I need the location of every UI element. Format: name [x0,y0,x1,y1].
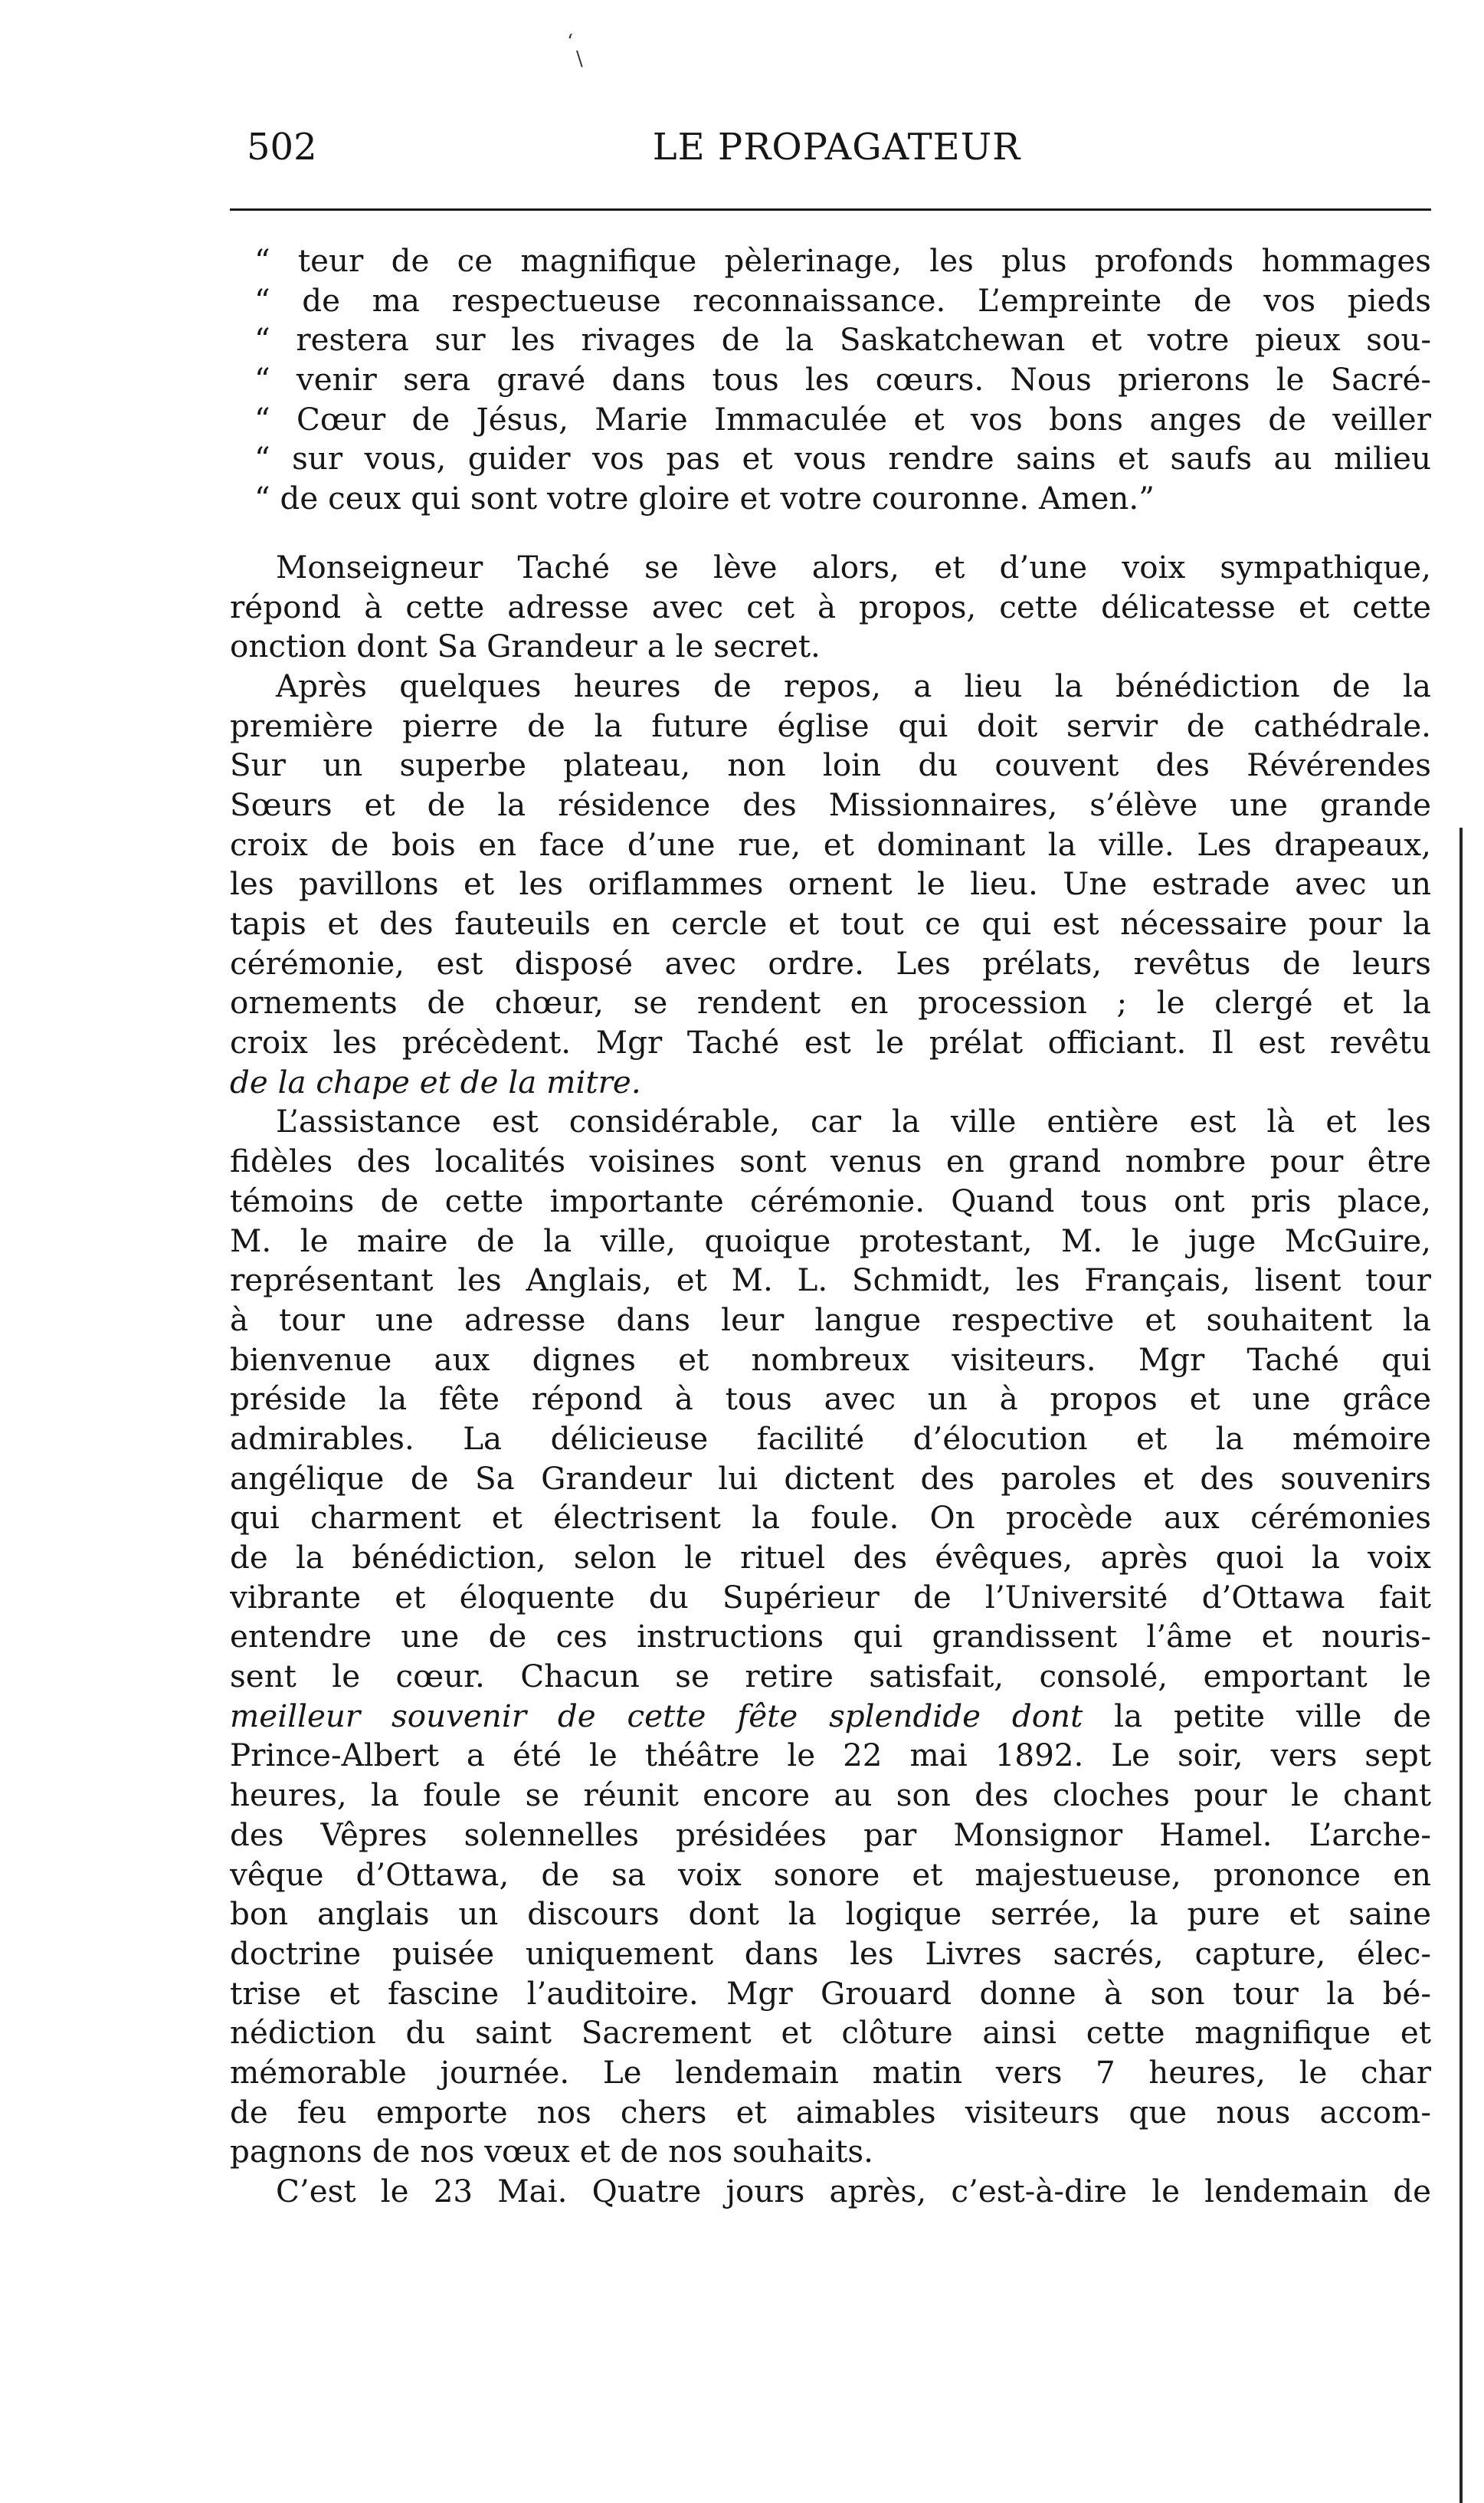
italic-text: de la chape et de la mitre. [230,1063,641,1101]
text-line: admirables. La délicieuse facilité d’élocution et la mémoire [230,1419,1431,1457]
text-line: doctrine puisée uniquement dans les Livres sacrés, capture, élec- [230,1934,1431,1972]
text-line: préside la fête répond à tous avec un à propos et une grâce [230,1380,1431,1418]
text-line: Sœurs et de la résidence des Missionnaires, s’élève une grande [230,786,1431,823]
text-line: bienvenue aux dignes et nombreux visiteurs. Mgr Taché qui [230,1340,1431,1378]
text-line: Sur un superbe plateau, non loin du couvent des Révérendes [230,746,1431,784]
text-line: C’est le 23 Mai. Quatre jours après, c’est-à-dire le lendemain de [276,2173,1431,2209]
text-line: témoins de cette importante cérémonie. Quand tous ont pris place, [230,1182,1431,1219]
quote-line: “ Cœur de Jésus, Marie Immaculée et vos bons anges de veiller [254,400,1431,438]
paragraph-1 [230,548,1431,667]
text-line: M. le maire de la ville, quoique protestant, M. le juge McGuire, [230,1222,1431,1259]
text-line: croix de bois en face d’une rue, et dominant la ville. Les drapeaux, [230,825,1431,863]
text-line: entendre une de ces instructions qui grandissent l’âme et nouris- [230,1618,1431,1655]
quote-line: “ restera sur les rivages de la Saskatchewan et votre pieux sou- [254,321,1431,359]
text-line: heures, la foule se réunit encore au son des cloches pour le chant [230,1776,1431,1814]
text-line: répond à cette adresse avec cet à propos, cette délicatesse et cette [230,588,1431,625]
text-line: L’assistance est considérable, car la ville entière est là et les [276,1103,1431,1140]
text-line: fidèles des localités voisines sont venus en grand nombre pour être [230,1143,1431,1180]
quote-line: “ sur vous, guider vos pas et vous rendre sains et saufs au milieu [254,440,1431,477]
page-edge-line [1459,828,1463,2503]
article-body [230,241,1431,2212]
journal-title: LE PROPAGATEUR [652,126,1021,169]
text-line: première pierre de la future église qui doit servir de cathédrale. [230,707,1431,744]
text-line: cérémonie, est disposé avec ordre. Les prélats, revêtus de leurs [230,944,1431,982]
text-line: Prince-Albert a été le théâtre le 22 mai 1892. Le soir, vers sept [230,1737,1431,1774]
page-number: 502 [247,126,317,169]
text-line: vibrante et éloquente du Supérieur de l’Université d’Ottawa fait [230,1578,1431,1616]
text-line: des Vêpres solennelles présidées par Monsignor Hamel. L’arche- [230,1816,1431,1853]
text-line: sent le cœur. Chacun se retire satisfait, consolé, emportant le [230,1658,1431,1695]
header-rule [230,208,1431,211]
paragraph-gap [230,519,1431,548]
text-line: Monseigneur Taché se lève alors, et d’une voix sympathique, [276,548,1431,586]
paragraph-4 [230,2172,1431,2212]
quote-line: “ teur de ce magnifique pèlerinage, les plus profonds hommages [254,242,1431,279]
text-line: trise et fascine l’auditoire. Mgr Grouard donne à son tour la bé- [230,1974,1431,2012]
quote-line: “ de ma respectueuse reconnaissance. L’empreinte de vos pieds [254,281,1431,319]
text-line: tapis et des fauteuils en cercle et tout ce qui est nécessaire pour la [230,905,1431,942]
paragraph-3 [230,1102,1431,2172]
text-line: mémorable journée. Le lendemain matin vers 7 heures, le char [230,2053,1431,2091]
text-line: nédiction du saint Sacrement et clôture ainsi cette magnifique et [230,2014,1431,2052]
text-line: pagnons de nos vœux et de nos souhaits. [230,2133,873,2170]
text-line: vêque d’Ottawa, de sa voix sonore et majestueuse, prononce en [230,1855,1431,1893]
text-line-italic [230,1063,1431,1103]
text-line: Après quelques heures de repos, a lieu la bénédiction de la [276,667,1431,704]
text-line: de feu emporte nos chers et aimables visiteurs que nous accom- [230,2093,1431,2131]
text-span: la petite ville de [1114,1697,1431,1734]
scan-speck: \ [576,48,583,71]
quoted-address [230,241,1431,519]
text-line: qui charment et électrisent la foule. On procède aux cérémonies [230,1499,1431,1537]
running-header [247,123,1427,172]
quote-line: “ de ceux qui sont votre gloire et votre couronne. Amen.” [254,480,1155,517]
text-line: bon anglais un discours dont la logique serrée, la pure et saine [230,1895,1431,1933]
text-line: de la bénédiction, selon le rituel des évêques, après quoi la voix [230,1539,1431,1576]
paragraph-2 [230,667,1431,1103]
scan-speck: ‘ [567,31,574,54]
text-line: ornements de chœur, se rendent en procession ; le clergé et la [230,984,1431,1022]
text-line: représentant les Anglais, et M. L. Schmidt, les Français, lisent tour [230,1261,1431,1299]
italic-text: meilleur souvenir de cette fête splendide dont [230,1697,1083,1734]
text-line: croix les précèdent. Mgr Taché est le prélat officiant. Il est revêtu [230,1024,1431,1061]
quote-line: “ venir sera gravé dans tous les cœurs. Nous prierons le Sacré- [254,361,1431,399]
text-line: onction dont Sa Grandeur a le secret. [230,628,821,665]
text-line: angélique de Sa Grandeur lui dictent des paroles et des souvenirs [230,1459,1431,1497]
text-line: à tour une adresse dans leur langue respective et souhaitent la [230,1301,1431,1338]
text-line-mixed [230,1697,1431,1737]
text-line: les pavillons et les oriflammes ornent le lieu. Une estrade avec un [230,865,1431,903]
